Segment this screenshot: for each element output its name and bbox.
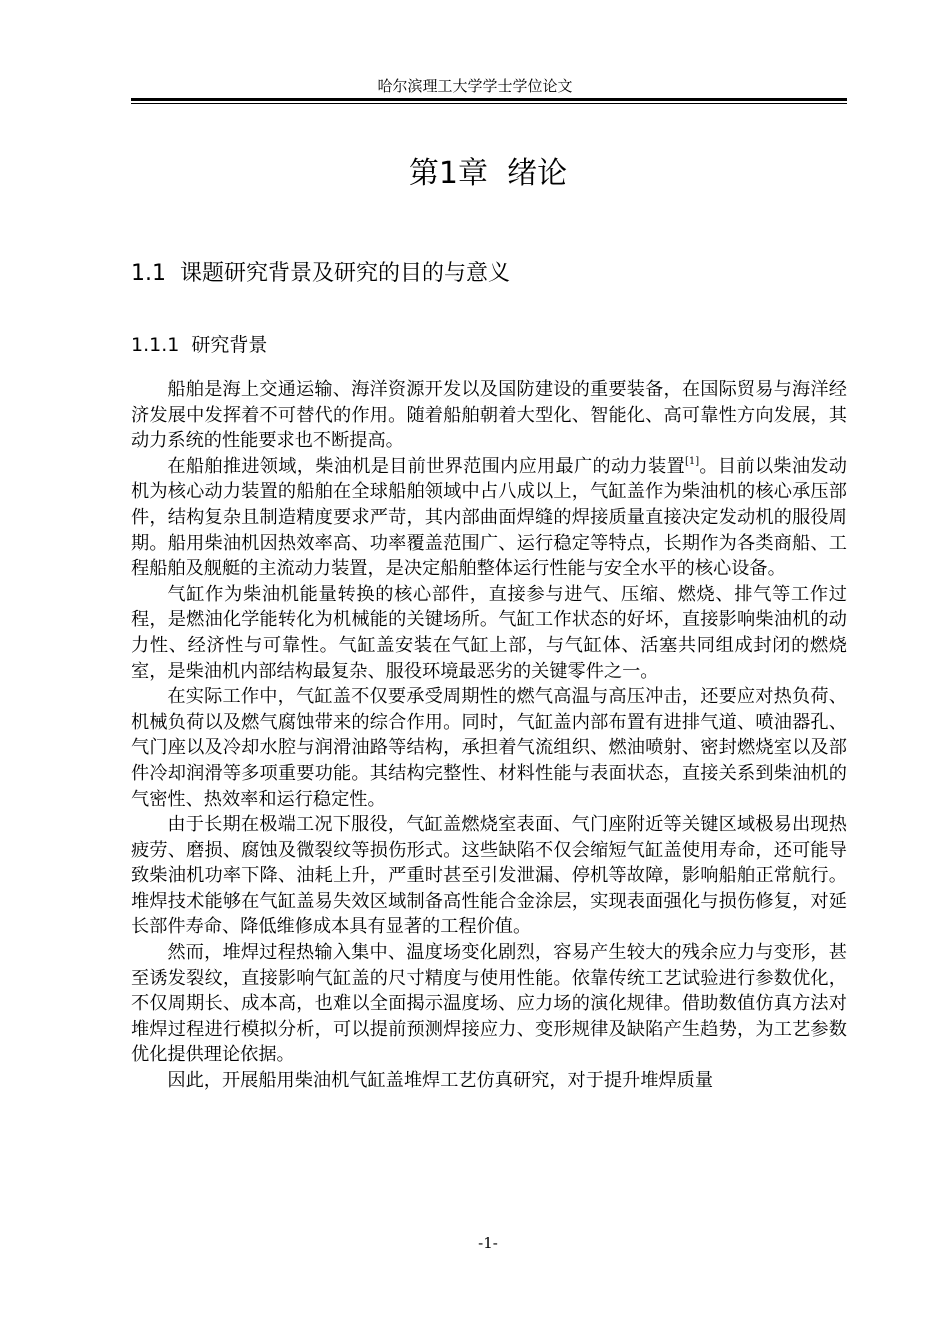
paragraph: 然而，堆焊过程热输入集中、温度场变化剧烈，容易产生较大的残余应力与变形，甚至诱发裂纹，直接影响气缸盖的尺寸精度与使用性能。依靠传统工艺试验进行参数优化，不仅周期长、成本高，也难以全面揭示温度场、应力场的演化规律。借助数值仿真方法对堆焊过程进行模拟分析，可以提前预测焊接应力、变形规律及缺陷产生趋势，为工艺参数优化提供理论依据。 bbox=[131, 942, 847, 1066]
paragraph: 船舶是海上交通运输、海洋资源开发以及国防建设的重要装备，在国际贸易与海洋经济发展中发挥着不可替代的作用。随着船舶朝着大型化、智能化、高可靠性方向发展，其动力系统的性能要求也不断提高。 bbox=[131, 379, 847, 452]
subsection-title: 1.1.1 研究背景 bbox=[131, 334, 268, 356]
header-rule-thin bbox=[131, 103, 847, 104]
paragraph: 在实际工作中，气缸盖不仅要承受周期性的燃气高温与高压冲击，还要应对热负荷、机械负荷以及燃气腐蚀带来的综合作用。同时，气缸盖内部布置有进排气道、喷油器孔、气门座以及冷却水腔与润滑油路等结构，承担着气流组织、燃油喷射、密封燃烧室以及部件冷却润滑等多项重要功能。其结构完整性、材料性能与表面状态，直接关系到柴油机的气密性、热效率和运行稳定性。 bbox=[131, 686, 847, 810]
page-number: -1- bbox=[478, 1234, 498, 1252]
paragraph-text: 。目前以柴油发动机为核心动力装置的船舶在全球船舶领域中占八成以上，气缸盖作为柴油机的核心承压部件，结构复杂且制造精度要求严苛，其内部曲面焊缝的焊接质量直接决定发动机的服役周期。船用柴油机因热效率高、功率覆盖范围广、运行稳定等特点，长期作为各类商船、工程船舶及舰艇的主流动力装置，是决定船舶整体运行性能与安全水平的核心设备。 bbox=[131, 455, 847, 580]
citation: [1] bbox=[684, 455, 700, 467]
section-title: 1.1 课题研究背景及研究的目的与意义 bbox=[131, 261, 510, 286]
paragraph bbox=[131, 454, 847, 582]
paragraph: 因此，开展船用柴油机气缸盖堆焊工艺仿真研究，对于提升堆焊质量 bbox=[167, 1070, 714, 1092]
header-rule-thick bbox=[131, 98, 847, 101]
paragraph-text: 在船舶推进领域，柴油机是目前世界范围内应用最广的动力装置 bbox=[167, 455, 685, 477]
paragraph: 气缸作为柴油机能量转换的核心部件，直接参与进气、压缩、燃烧、排气等工作过程，是燃油化学能转化为机械能的关键场所。气缸工作状态的好坏，直接影响柴油机的动力性、经济性与可靠性。气缸盖安装在气缸上部，与气缸体、活塞共同组成封闭的燃烧室，是柴油机内部结构最复杂、服役环境最恶劣的关键零件之一。 bbox=[131, 583, 847, 682]
chapter-title: 第1章 绪论 bbox=[408, 156, 568, 191]
paragraph: 由于长期在极端工况下服役，气缸盖燃烧室表面、气门座附近等关键区域极易出现热疲劳、磨损、腐蚀及微裂纹等损伤形式。这些缺陷不仅会缩短气缸盖使用寿命，还可能导致柴油机功率下降、油耗上升，严重时甚至引发泄漏、停机等故障，影响船舶正常航行。堆焊技术能够在气缸盖易失效区域制备高性能合金涂层，实现表面强化与损伤修复，对延长部件寿命、降低维修成本具有显著的工程价值。 bbox=[131, 814, 847, 938]
body-text bbox=[131, 377, 847, 1094]
running-header: 哈尔滨理工大学学士学位论文 bbox=[377, 77, 573, 95]
